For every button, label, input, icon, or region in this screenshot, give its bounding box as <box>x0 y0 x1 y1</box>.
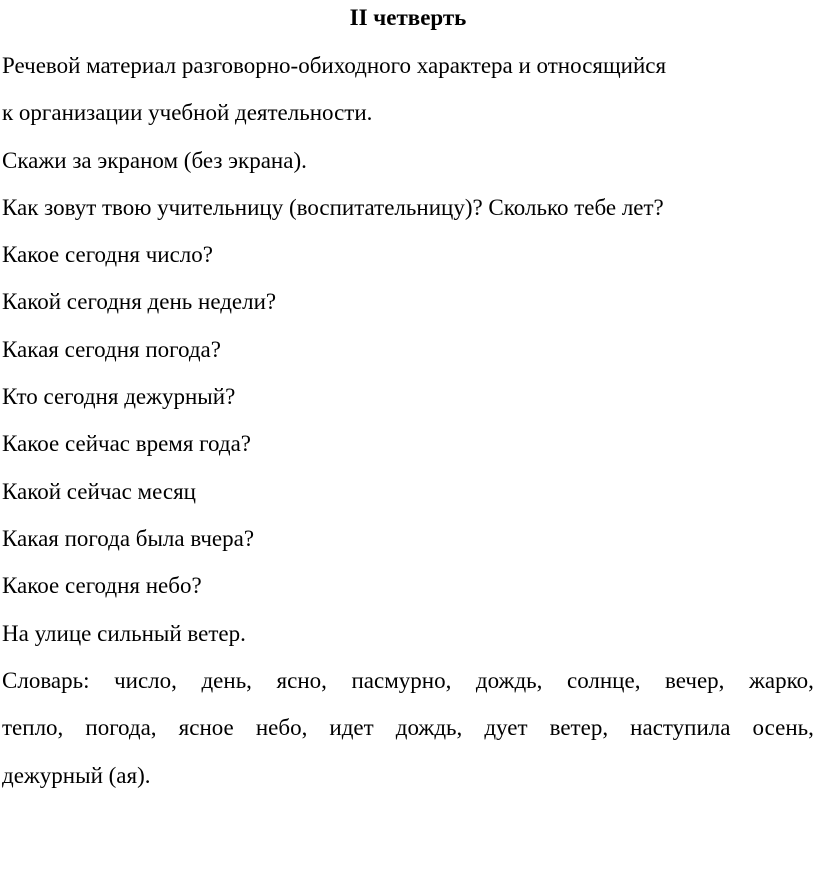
vocabulary-line-2 <box>2 714 814 742</box>
instruction-line: Скажи за экраном (без экрана). <box>2 148 307 173</box>
question-line: Какая погода была вчера? <box>2 526 255 551</box>
vocabulary-word: небо, <box>255 715 308 740</box>
question-line: Кто сегодня дежурный? <box>2 384 236 409</box>
vocabulary-word: дождь, <box>475 668 543 693</box>
vocabulary-line-3: дежурный (ая). <box>2 763 151 788</box>
intro-line-1: Речевой материал разговорно-обиходного характера и относящийся <box>2 53 667 78</box>
question-line: Какое сегодня небо? <box>2 573 202 598</box>
document-title: II четверть <box>349 5 467 30</box>
vocabulary-word: жарко, <box>749 668 814 693</box>
vocabulary-word: идет <box>329 715 374 740</box>
question-line: Какое сейчас время года? <box>2 431 252 456</box>
vocabulary-word: вечер, <box>665 668 725 693</box>
vocabulary-word: Словарь: <box>2 668 90 693</box>
question-line: Какой сейчас месяц <box>2 479 196 504</box>
vocabulary-word: ясно, <box>276 668 327 693</box>
vocabulary-word: число, <box>114 668 177 693</box>
vocabulary-word: пасмурно, <box>351 668 452 693</box>
vocabulary-word: ветер, <box>549 715 609 740</box>
vocabulary-word: погода, <box>85 715 157 740</box>
vocabulary-word: ясное <box>178 715 234 740</box>
vocabulary-word: солнце, <box>566 668 641 693</box>
vocabulary-word: наступила <box>630 715 731 740</box>
question-line: Какое сегодня число? <box>2 242 213 267</box>
vocabulary-word: осень, <box>752 715 814 740</box>
vocabulary-word: тепло, <box>2 715 64 740</box>
intro-line-2: к организации учебной деятельности. <box>2 100 373 125</box>
vocabulary-word: день, <box>201 668 252 693</box>
question-line: На улице сильный ветер. <box>2 621 246 646</box>
question-line: Как зовут твою учительницу (воспитательницу)? Сколько тебе лет? <box>2 195 664 220</box>
question-line: Какая сегодня погода? <box>2 337 221 362</box>
vocabulary-line-1 <box>2 667 814 695</box>
question-line: Какой сегодня день недели? <box>2 289 277 314</box>
vocabulary-word: дует <box>484 715 528 740</box>
vocabulary-word: дождь, <box>395 715 463 740</box>
